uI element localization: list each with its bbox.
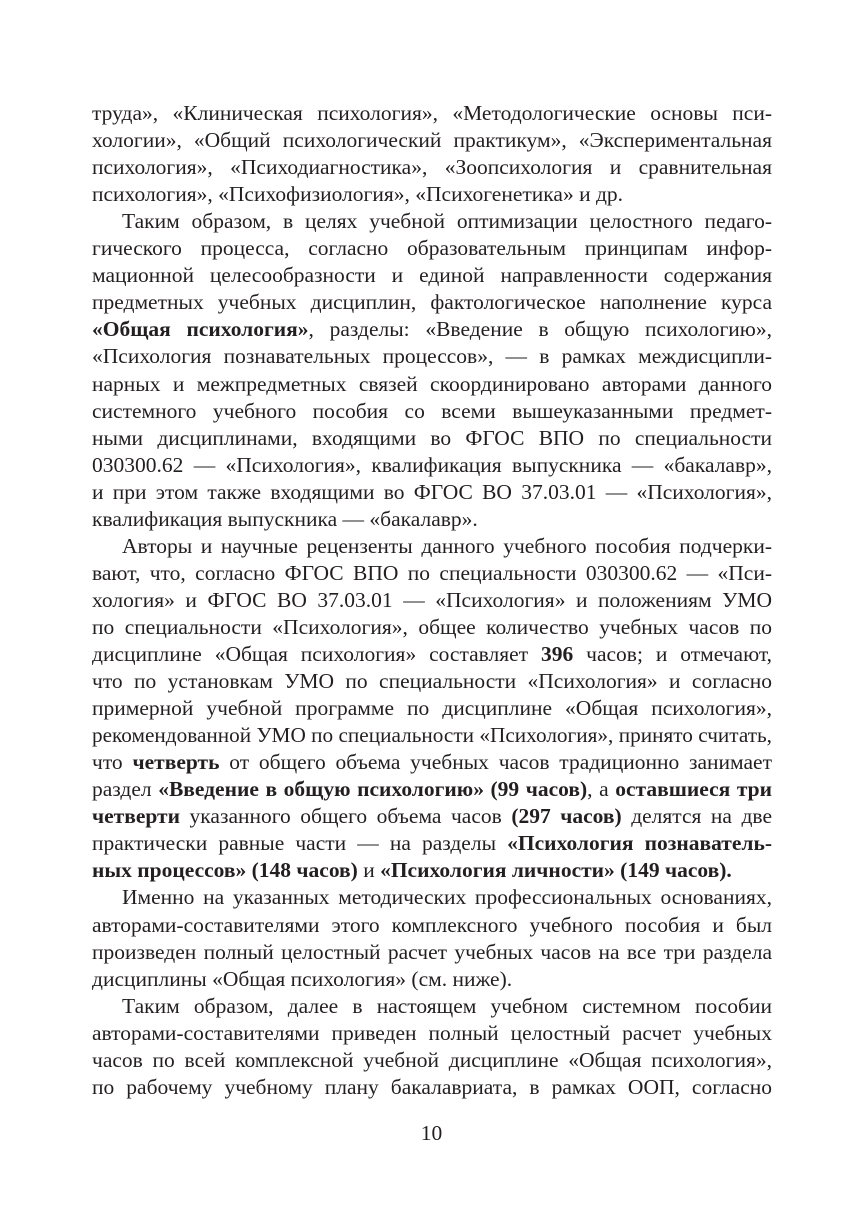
- text-span: психология», «Психофизиология», «Психогенетика» и др.: [92, 182, 624, 207]
- text-span: и: [357, 858, 381, 883]
- text-span: практически равные части — на разделы: [92, 831, 508, 856]
- text-line: [122, 533, 772, 560]
- text-line: [122, 993, 772, 1020]
- text-span: , а: [587, 777, 616, 802]
- text-line: [92, 425, 772, 452]
- text-span: гического процесса, согласно образовательным принципам инфор-: [92, 236, 772, 261]
- text-span: труда», «Клиническая психология», «Методологические основы пси-: [92, 101, 772, 125]
- text-span: дисциплине «Общая психология» составляет: [92, 642, 541, 666]
- text-line: [92, 371, 772, 398]
- text-span: 030300.62 — «Психология», квалификация выпускника — «бакалавр»,: [92, 452, 772, 477]
- text-line: [92, 235, 772, 262]
- text-span: хологии», «Общий психологический практикум», «Экспериментальная: [92, 128, 772, 153]
- text-span: Таким образом, далее в настоящем учебном системном пособии: [122, 993, 772, 1018]
- text-span: Авторы и научные рецензенты данного учебного пособия подчерки-: [122, 533, 772, 558]
- bold-text-span: четверть: [132, 750, 220, 775]
- text-line: [92, 316, 772, 343]
- text-line: [92, 966, 772, 993]
- text-line: [92, 749, 772, 776]
- text-span: мационной целесообразности и единой направленности содержания: [92, 263, 772, 288]
- text-line: [122, 884, 772, 911]
- text-line: [92, 127, 772, 154]
- text-line: [92, 154, 772, 181]
- text-line: [92, 181, 772, 208]
- text-span: предметных учебных дисциплин, фактологическое наполнение курса: [92, 290, 772, 315]
- text-span: Таким образом, в целях учебной оптимизации целостного педаго-: [122, 209, 772, 234]
- text-line: [92, 722, 772, 749]
- text-span: рекомендованной УМО по специальности «Психология», принято считать,: [92, 723, 772, 748]
- text-line: [92, 289, 772, 316]
- text-span: делятся на две: [621, 804, 772, 829]
- bold-text-span: оставшиеся три: [615, 777, 773, 802]
- text-span: нарных и межпредметных связей скоординировано авторами данного: [92, 371, 772, 396]
- bold-text-span: «Психология личности» (149 часов).: [380, 858, 732, 883]
- bold-text-span: четверти: [92, 804, 181, 829]
- text-line: [92, 560, 772, 587]
- text-span: хология» и ФГОС ВО 37.03.01 — «Психология» и положениям УМО: [92, 587, 772, 612]
- text-span: вают, что, согласно ФГОС ВПО по специальности 030300.62 — «Пси-: [92, 560, 772, 585]
- text-line: [92, 776, 772, 803]
- text-line: [92, 262, 772, 289]
- bold-text-span: «Общая психология»: [92, 317, 309, 342]
- text-span: системного учебного пособия со всеми вышеуказанными предмет-: [92, 398, 772, 423]
- bold-text-span: «Психология познаватель-: [507, 831, 773, 856]
- text-span: произведен полный целостный расчет учебных часов на все три раздела: [92, 939, 772, 964]
- text-line: [92, 1047, 772, 1074]
- text-span: дисциплины «Общая психология» (см. ниже).: [92, 966, 513, 991]
- text-span: что по установкам УМО по специальности «Психология» и согласно: [92, 669, 772, 694]
- text-line: [92, 614, 772, 641]
- text-span: от общего объема учебных часов традиционно занимает: [219, 750, 772, 775]
- text-line: [92, 398, 772, 425]
- text-line: [92, 641, 772, 668]
- text-line: [92, 506, 772, 533]
- text-span: «Психология познавательных процессов», — в рамках междисципли-: [92, 344, 772, 369]
- text-span: по специальности «Психология», общее количество учебных часов по: [92, 614, 772, 639]
- text-span: часов; и отмечают,: [573, 642, 772, 666]
- text-span: раздел: [92, 777, 159, 802]
- text-line: [92, 939, 772, 966]
- text-span: часов по всей комплексной учебной дисциплине «Общая психология»,: [92, 1047, 772, 1072]
- text-line: [92, 668, 772, 695]
- text-span: авторами-составителями приведен полный целостный расчет учебных: [92, 1020, 772, 1045]
- text-line: [92, 830, 772, 857]
- text-span: ными дисциплинами, входящими во ФГОС ВПО по специальности: [92, 425, 772, 450]
- text-line: [92, 1020, 772, 1047]
- text-span: Именно на указанных методических профессиональных основаниях,: [122, 885, 772, 910]
- bold-text-span: ных процессов» (148 часов): [92, 858, 358, 883]
- text-line: [92, 857, 772, 884]
- text-line: [92, 803, 772, 830]
- text-line: [92, 587, 772, 614]
- page-number: 10: [420, 1121, 443, 1145]
- text-span: указанного общего объема часов: [180, 804, 512, 829]
- text-span: авторами-составителями этого комплексного учебного пособия и был: [92, 912, 772, 937]
- text-span: примерной учебной программе по дисциплине «Общая психология»,: [92, 696, 772, 721]
- text-span: психология», «Психодиагностика», «Зоопсихология и сравнительная: [92, 155, 772, 180]
- text-span: квалификация выпускника — «бакалавр».: [92, 506, 478, 531]
- text-line: [92, 343, 772, 370]
- text-span: что: [92, 750, 133, 775]
- text-span: по рабочему учебному плану бакалавриата, в рамках ООП, согласно: [92, 1074, 772, 1099]
- bold-text-span: 396: [541, 642, 574, 666]
- text-span: , разделы: «Введение в общую психологию»,: [308, 317, 772, 342]
- bold-text-span: «Введение в общую психологию» (99 часов): [158, 777, 588, 802]
- text-line: [92, 100, 772, 127]
- text-line: [92, 479, 772, 506]
- text-line: [92, 1074, 772, 1101]
- text-line: [92, 452, 772, 479]
- text-line: [92, 695, 772, 722]
- text-line: [92, 912, 772, 939]
- text-line: [122, 208, 772, 235]
- bold-text-span: (297 часов): [511, 804, 622, 829]
- text-span: и при этом также входящими во ФГОС ВО 37.03.01 — «Психология»,: [92, 479, 772, 504]
